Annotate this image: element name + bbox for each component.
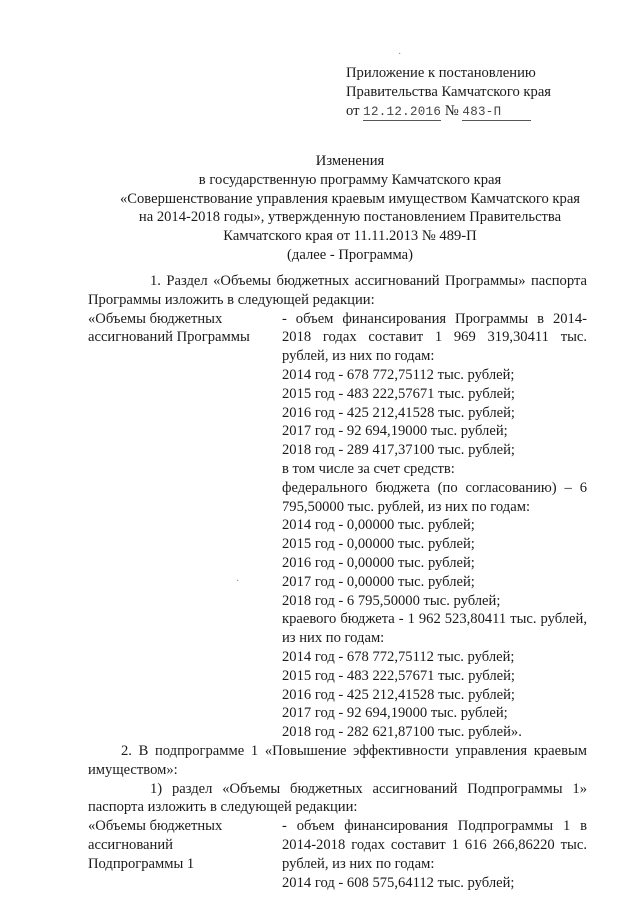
decree-date-field xyxy=(363,104,441,121)
federal-year-funding: 2014 год - 0,00000 тыс. рублей; xyxy=(282,517,475,534)
year-funding: 2014 год - 678 772,75112 тыс. рублей; xyxy=(282,366,515,383)
title-line: «Совершенствование управления краевым имуществом Камчатского края xyxy=(119,190,581,207)
decree-number: 483-П xyxy=(462,105,502,119)
regional-year-funding: 2014 год - 678 772,75112 тыс. рублей; xyxy=(282,648,515,665)
section-2-label-column xyxy=(88,817,282,892)
section-1-table xyxy=(88,310,587,742)
federal-year-funding: 2018 год - 6 795,50000 тыс. рублей; xyxy=(282,592,501,609)
year-funding: 2014 год - 608 575,64112 тыс. рублей; xyxy=(282,874,515,891)
document-title xyxy=(60,152,640,265)
label-line: ассигнований xyxy=(88,836,173,853)
number-sign: № xyxy=(444,103,459,119)
federal-year-funding: 2016 год - 0,00000 тыс. рублей; xyxy=(282,554,475,571)
section-1-intro: 1. Раздел «Объемы бюджетных ассигнований Программы» паспорта Программы изложить в следующей редакции: xyxy=(88,273,587,308)
scan-speck: · xyxy=(398,49,402,60)
appendix-line-2: Правительства Камчатского края xyxy=(346,84,552,100)
appendix-reference xyxy=(346,102,551,121)
regional-year-funding: 2018 год - 282 621,87100 тыс. рублей». xyxy=(282,724,522,741)
sources-intro: в том числе за счет средств: xyxy=(282,460,455,477)
section-1-value-column xyxy=(282,310,587,742)
section-2-table xyxy=(88,817,587,892)
title-line: Камчатского края от 11.11.2013 № 489-П xyxy=(223,228,477,245)
program-total-funding: - объем финансирования Программы в 2014-2018 годах составит 1 969 319,30411 тыс. рублей, из них по годам: xyxy=(282,310,587,365)
title-line: на 2014-2018 годы», утвержденную постановлением Правительства xyxy=(138,209,562,226)
federal-budget-total: федерального бюджета (по согласованию) – 6 795,50000 тыс. рублей, из них по годам: xyxy=(282,479,587,515)
section-1-label-column xyxy=(88,310,282,742)
federal-year-funding: 2015 год - 0,00000 тыс. рублей; xyxy=(282,536,475,553)
regional-budget-total: краевого бюджета - 1 962 523,80411 тыс. рублей, из них по годам: xyxy=(282,611,587,647)
label-line: Подпрограммы 1 xyxy=(88,855,195,872)
federal-year-funding: 2017 год - 0,00000 тыс. рублей; xyxy=(282,573,475,590)
subprogram-total-funding: - объем финансирования Подпрограммы 1 в 2014-2018 годах составит 1 616 266,86220 тыс. рублей, из них по годам: xyxy=(282,818,587,872)
appendix-line-1: Приложение к постановлению xyxy=(346,65,536,81)
regional-year-funding: 2017 год - 92 694,19000 тыс. рублей; xyxy=(282,705,508,722)
scan-speck: · xyxy=(236,576,240,587)
section-2-intro: 2. В подпрограмме 1 «Повышение эффективности управления краевым имуществом»: xyxy=(88,742,587,778)
appendix-prefix: от xyxy=(346,103,360,119)
title-line: (далее - Программа) xyxy=(287,246,413,263)
year-funding: 2018 год - 289 417,37100 тыс. рублей; xyxy=(282,442,515,459)
document-body xyxy=(88,272,587,892)
regional-year-funding: 2016 год - 425 212,41528 тыс. рублей; xyxy=(282,686,515,703)
title-line: Изменения xyxy=(315,153,385,169)
year-funding: 2016 год - 425 212,41528 тыс. рублей; xyxy=(282,404,515,421)
regional-year-funding: 2015 год - 483 222,57671 тыс. рублей; xyxy=(282,667,515,684)
title-line: в государственную программу Камчатского края xyxy=(198,171,502,188)
label-line: «Объемы бюджетных xyxy=(88,310,223,327)
year-funding: 2017 год - 92 694,19000 тыс. рублей; xyxy=(282,423,508,440)
section-2-subitem-1: 1) раздел «Объемы бюджетных ассигнований Подпрограммы 1» паспорта изложить в следующей редакции: xyxy=(88,780,587,816)
label-line: ассигнований Программы xyxy=(88,329,250,346)
decree-date: 12.12.2016 xyxy=(363,105,442,119)
appendix-header xyxy=(346,64,551,121)
section-2-value-column xyxy=(282,817,587,892)
label-line: «Объемы бюджетных xyxy=(88,818,223,835)
decree-number-field xyxy=(462,104,530,121)
year-funding: 2015 год - 483 222,57671 тыс. рублей; xyxy=(282,385,515,402)
